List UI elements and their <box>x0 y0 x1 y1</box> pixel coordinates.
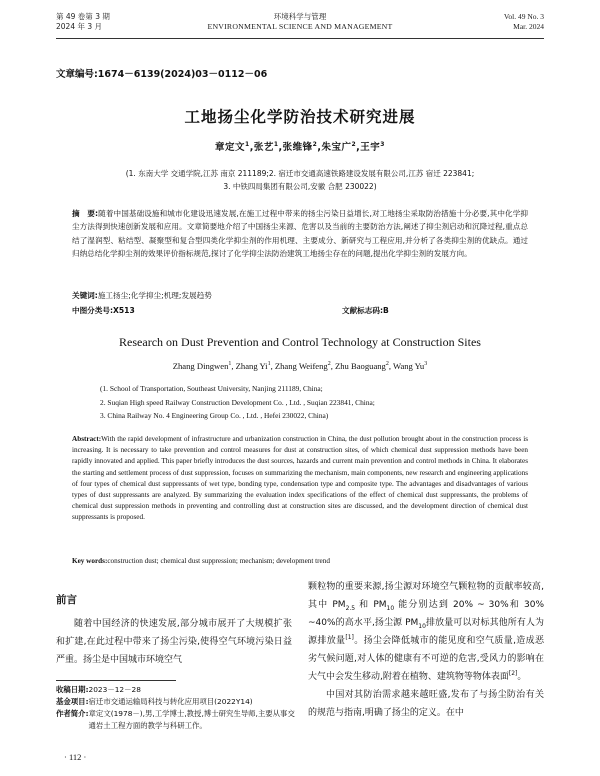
clc-label: 中图分类号: <box>72 306 114 315</box>
abstract-zh-text: 随着中国基础设施和城市化建设迅速发展,在施工过程中带来的扬尘污染日益增长,对工地扬尘采取防治措施十分必要,其中化学抑尘方法得到快速创新发展和应用。文章简要地介绍了中国扬尘来源、危害以及当前的主要防治方法,阐述了抑尘剂启动和沉降过程,重点总结了湿润型、粘结型、凝聚型和复合型四类化学抑尘剂的作用机理、主要成分、新研究与工程应用,并分析了各类抑尘剂的优缺点。通过归纳总结化学抑尘剂的效果评价指标规范,探讨了化学抑尘法防治建筑工地扬尘存在的问题,提出化学抑尘剂的发展方向。 <box>72 209 528 258</box>
keywords-en <box>72 557 528 565</box>
journal-name-en: ENVIRONMENTAL SCIENCE AND MANAGEMENT <box>207 22 393 31</box>
author-zh: 张维锋 <box>282 142 313 153</box>
title-en: Research on Dust Prevention and Control Technology at Construction Sites <box>119 335 481 349</box>
doc-code-label: 文献标志码: <box>342 306 384 315</box>
title-zh: 工地扬尘化学防治技术研究进展 <box>184 108 416 126</box>
journal-name-zh: 环境科学与管理 <box>273 12 327 21</box>
keywords-zh <box>72 290 528 301</box>
doc-code-value: B <box>383 306 389 315</box>
section-heading: 前言 <box>56 594 77 606</box>
abstract-en-text: With the rapid development of infrastructure and urbanization construction in China, the dust pollution brought about in the construction process is increasing. It is necessary to take prevention and control measures for dust at construction sites, of which chemical dust suppression methods have been rapidly innovated and applied. This paper briefly introduces the dust sources, hazards and current main prevention and control methods in China. It elaborates the starting and settlement process of dust suppression, focuses on summarizing the mechanism, main components, new research and engineering applications of four types of chemical dust suppressants of wet type, bonding type, condensation type and composite type. The advantages and disadvantages of various types of dust suppressants are analyzed. By summarizing the evaluation index specifications of the effect of chemical dust suppressants, the problems of chemical dust suppression methods in preventing and controlling dust at construction sites are discussed, and the development direction of chemical dust suppressants is proposed. <box>72 435 528 522</box>
author-sup: 1 <box>245 140 250 148</box>
footnote-label: 基金项目: <box>56 697 89 706</box>
authors-zh: 章定文$^1$,张艺$^1$,张维锋$^2$,朱宝广$^2$,王宇$^3$ <box>215 140 385 153</box>
affiliation-line: (1. School of Transportation, Southeast University, Nanjing 211189, China; <box>100 384 323 393</box>
author-en: Zhang Yi <box>235 361 268 371</box>
abstract-en-label: Abstract: <box>72 435 102 443</box>
volume-issue-zh: 第 49 卷第 3 期 <box>56 12 110 21</box>
author-sup: 1 <box>228 361 232 368</box>
body-paragraph: 中国对其防治需求越来越旺盛,发布了与扬尘防治有关的规范与指南,明确了扬尘的定义。在中 <box>308 690 544 718</box>
author-zh: 张艺 <box>253 142 274 153</box>
subscript: 10 <box>386 604 395 612</box>
author-en: Zhang Dingwen <box>172 361 229 371</box>
subscript: 2.5 <box>345 604 356 612</box>
author-sup: 3 <box>424 361 428 368</box>
body-paragraph <box>308 578 544 686</box>
author-sup: 2 <box>327 361 331 368</box>
affiliation-line: (1. 东南大学 交通学院,江苏 南京 211189;2. 宿迁市交通高速铁路建设发展有限公司,江苏 宿迁 223841; <box>125 169 475 178</box>
author-sup: 2 <box>312 140 318 148</box>
page-number: · 112 · <box>64 752 87 762</box>
author-zh: 朱宝广 <box>321 142 352 153</box>
authors-en: Zhang Dingwen$^1$, Zhang Yi$^1$, Zhang Weifeng$^2$, Zhu Baoguang$^2$, Wang Yu$^3$ <box>172 361 428 371</box>
header-center <box>56 12 544 32</box>
date-zh: 2024 年 3 月 <box>56 22 103 31</box>
body-column-right <box>308 578 544 722</box>
classification-line <box>72 305 528 316</box>
author-sup: 2 <box>385 361 389 368</box>
author-zh: 王宇 <box>360 142 381 153</box>
doc-code <box>342 305 389 316</box>
author-sup: 3 <box>380 140 385 148</box>
body-paragraph: 随着中国经济的快速发展,部分城市展开了大规模扩张和扩建,在此过程中带来了扬尘污染,使得空气环境污染日益严重。扬尘是中国城市环境空气 <box>56 619 292 665</box>
header-rule <box>56 38 544 39</box>
footnote-label: 收稿日期: <box>56 685 89 694</box>
text-run: 。扬尘会降低城市的能见度和空气质量,造成恶劣气候问题,对人体的健康有不可逆的危害,受风力的影响在大气中会发生移动,附着在植物、建筑物等物体表面 <box>308 636 544 682</box>
citation-ref[interactable]: [1] <box>345 634 354 641</box>
footnote-rule <box>56 680 176 681</box>
author-sup: 1 <box>267 361 271 368</box>
keywords-en-label: Key words: <box>72 557 108 565</box>
affiliation-line: 3. 中铁四局集团有限公司,安徽 合肥 230022) <box>223 182 377 191</box>
text-run: 颗粒物的重要来源,扬尘源对环境空气颗粒物的贡献率较高,其中 PM <box>308 582 544 610</box>
author-sup: 2 <box>351 140 357 148</box>
footnote-text: 2023－12－28 <box>88 685 141 694</box>
affiliation-line: 3. China Railway No. 4 Engineering Group Co. , Ltd. , Hefei 230022, China) <box>100 411 329 420</box>
footnote-received <box>56 684 296 696</box>
footnote-text: 宿迁市交通运输局科技与转化应用项目(2022Y14) <box>88 697 253 706</box>
affiliation-line: 2. Suqian High speed Railway Construction Development Co. , Ltd. , Suqian 223841, China; <box>100 397 375 407</box>
footnote-label: 作者简介: <box>56 709 89 718</box>
author-sup: 1 <box>273 140 279 148</box>
citation-ref[interactable]: [2] <box>508 670 518 677</box>
running-header <box>56 10 544 40</box>
keywords-en-text: construction dust; chemical dust suppression; mechanism; development trend <box>107 557 330 565</box>
volume-issue-en: Vol. 49 No. 3 <box>503 12 544 21</box>
abstract-zh-label: 摘 要: <box>72 209 99 218</box>
author-en: Wang Yu <box>393 361 425 371</box>
text-run: 。 <box>517 672 527 682</box>
keywords-zh-text: 施工扬尘;化学抑尘;机理;发展趋势 <box>97 291 212 300</box>
affiliations-en <box>100 382 520 423</box>
text-run: 能分别达到 20% ~ 30%和 30% ~40%的高水平,扬尘源 PM <box>308 600 545 628</box>
author-zh: 章定文 <box>215 142 246 153</box>
footnote-author-bio <box>56 708 296 732</box>
article-number: 文章编号:1674－6139(2024)03－0112－06 <box>56 69 268 80</box>
footnotes <box>56 684 296 732</box>
date-en: Mar. 2024 <box>513 22 544 31</box>
footnote-funding <box>56 696 296 708</box>
clc-value: X513 <box>113 306 135 315</box>
footnote-text: 章定文(1978－),男,工学博士,教授,博士研究生导师,主要从事交通岩土工程方面的教学与科研工作。 <box>88 709 295 730</box>
author-en: Zhu Baoguang <box>335 361 386 371</box>
affiliations-zh <box>80 167 520 193</box>
body-column-left <box>56 592 292 669</box>
keywords-zh-label: 关键词: <box>72 291 98 300</box>
abstract-zh <box>72 207 528 260</box>
author-en: Zhang Weifeng <box>274 361 328 371</box>
abstract-en <box>72 434 528 524</box>
header-right <box>504 12 544 32</box>
text-run: 和 PM <box>355 600 387 610</box>
text-run: 排放量可以对标其他所有人为源排放量 <box>308 618 544 646</box>
subscript: 10 <box>418 622 426 630</box>
